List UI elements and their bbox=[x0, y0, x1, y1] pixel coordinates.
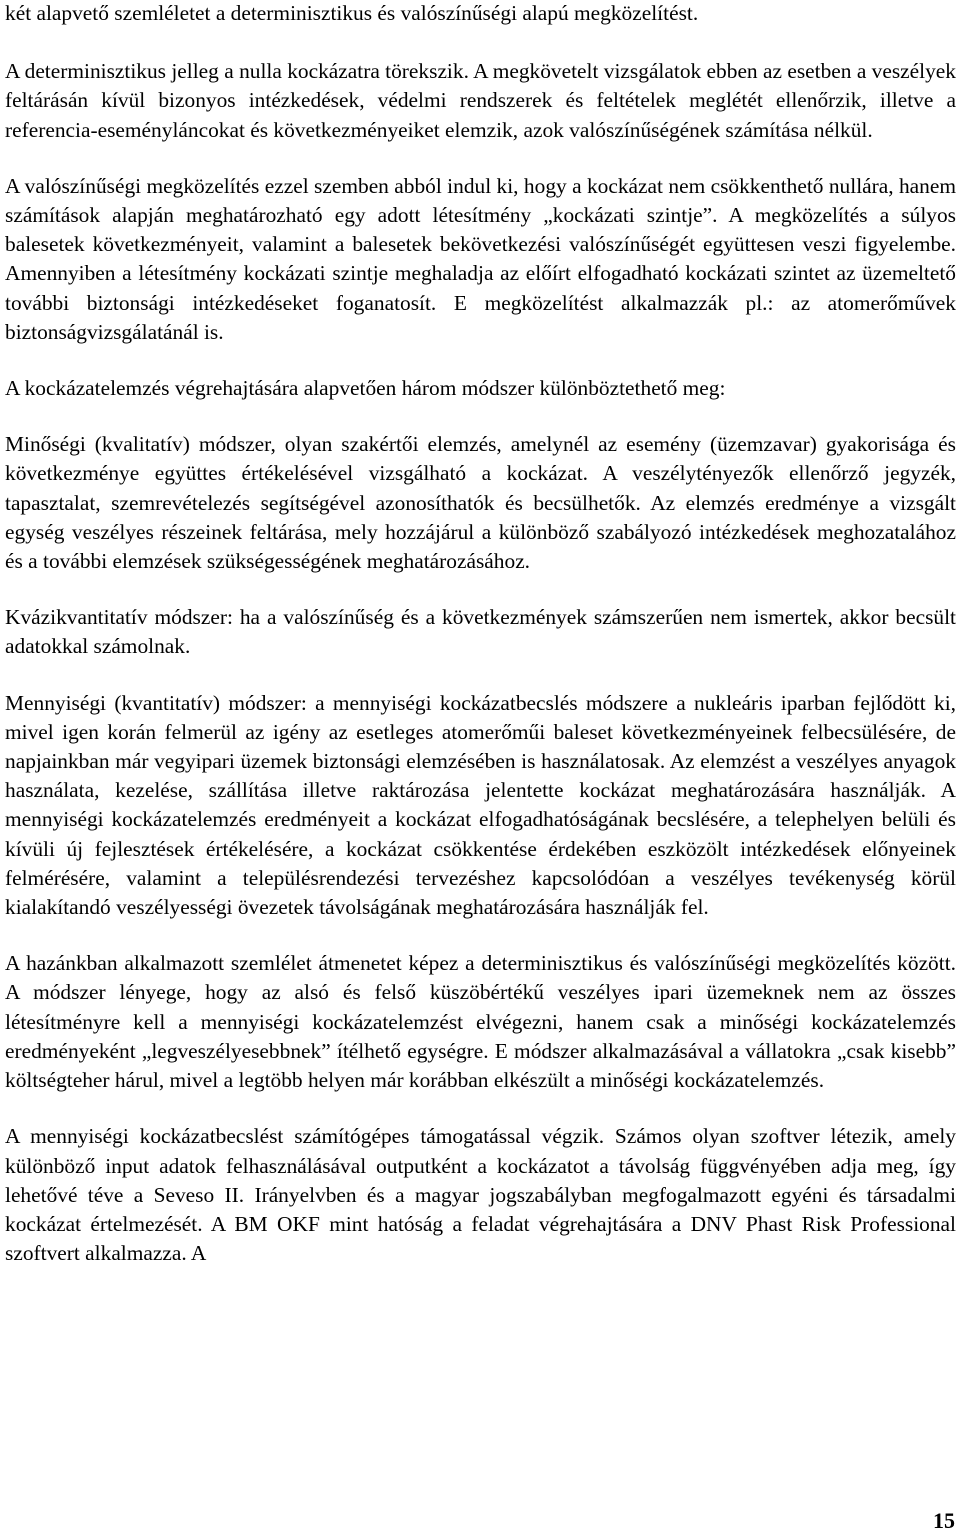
paragraph-spacer bbox=[5, 1095, 956, 1122]
paragraph-deterministic: A determinisztikus jelleg a nulla kockázatra törekszik. A megkövetelt vizsgálatok ebben az esetben a veszélyek feltárásán kívül bizonyos intézkedések, védelmi rendszerek és feltételek meglétét ellenőrzik, illetve a referencia-eseményláncokat és következményeiket elemzik, azok valószínűségének számítása nélkül. bbox=[5, 59, 956, 142]
page-number: 15 bbox=[933, 1508, 955, 1533]
paragraph-probabilistic: A valószínűségi megközelítés ezzel szemben abból indul ki, hogy a kockázat nem csökkenthető nullára, hanem számítások alapján meghatározható egy adott létesítmény „kockázati szintje”. A megközelítés a súlyos balesetek következményeit, valamint a balesetek bekövetkezési valószínűségét együttesen veszi figyelembe. Amennyiben a létesítmény kockázati szintje meghaladja az előírt elfogadható kockázati szintet az üzemeltető további biztonsági intézkedéseket foganatosít. E megközelítést alkalmazzák pl.: az atomerőművek biztonságvizsgálatánál is. bbox=[5, 173, 956, 344]
paragraph-spacer bbox=[5, 662, 956, 689]
paragraph-qualitative-method: Minőségi (kvalitatív) módszer, olyan szakértői elemzés, amelynél az esemény (üzemzavar) gyakorisága és következménye együttes értékelésével vizsgálható a kockázat. A veszélytényezők ellenőrző jegyzék, tapasztalat, szemrevételezés segítségével azonosíthatók és becsülhetők. Az elemzés eredménye a vizsgált egység veszélyes részeinek feltárása, mely hozzájárul a különböző szabályozó intézkedések meghozatalához és a további elemzések szükségességének meghatározásához. bbox=[5, 432, 956, 574]
document-page bbox=[5, 0, 956, 1268]
paragraph-spacer bbox=[5, 28, 956, 57]
paragraph-methods-intro: A kockázatelemzés végrehajtására alapvetően három módszer különböztethető meg: bbox=[5, 376, 726, 401]
paragraph-hungarian-approach: A hazánkban alkalmazott szemlélet átmenetet képez a determinisztikus és valószínűségi megközelítés között. A módszer lényege, hogy az alsó és felső küszöbértékű veszélyes ipari üzemeknek nem az összes létesítményre kell a mennyiségi kockázatelemzést elvégezni, hanem csak a minőségi kockázatelemzés eredményeként „legveszélyesebbnek” ítélhető egységre. E módszer alkalmazásával a vállatokra „csak kisebb” költségteher hárul, mivel a legtöbb helyen már korábban elkészült a minőségi kockázatelemzés. bbox=[5, 951, 956, 1093]
paragraph-spacer bbox=[5, 576, 956, 603]
paragraph-spacer bbox=[5, 347, 956, 374]
paragraph-spacer bbox=[5, 922, 956, 949]
paragraph-spacer bbox=[5, 403, 956, 430]
paragraph-quasiquantitative-method: Kvázikvantitatív módszer: ha a valószínűség és a következmények számszerűen nem ismertek, akkor becsült adatokkal számolnak. bbox=[5, 605, 956, 659]
paragraph-intro-fragment: két alapvető szemléletet a determinisztikus és valószínűségi alapú megközelítést. bbox=[5, 1, 699, 25]
paragraph-software: A mennyiségi kockázatbecslést számítógépes támogatással végzik. Számos olyan szoftver létezik, amely különböző input adatok felhasználásával outputként a kockázatot a távolság függvényében adja meg, így lehetővé téve a Seveso II. Irányelvben és a magyar jogszabályban megfogalmazott egyéni és társadalmi kockázat értelmezését. A BM OKF mint hatóság a feladat végrehajtására a DNV Phast Risk Professional szoftvert alkalmazza. A bbox=[5, 1124, 956, 1266]
paragraph-spacer bbox=[5, 145, 956, 172]
paragraph-quantitative-method: Mennyiségi (kvantitatív) módszer: a mennyiségi kockázatbecslés módszere a nukleáris iparban fejlődött ki, mivel igen korán felmerül az igény az esetleges atomerőműi baleset következményeinek felbecsülésére, de napjainkban már vegyipari üzemek biztonsági elemzésében is használatosak. Az elemzést a veszélyes anyagok használata, kezelése, szállítása illetve raktározása jelentette kockázat meghatározására használják. A mennyiségi kockázatelemzés eredményeit a kockázat elfogadhatóságának becslésére, a telephelyen belüli és kívüli új fejlesztések értékelésére, a kockázat csökkentése érdekében eszközölt intézkedések előnyeinek felmérésére, valamint a településrendezési tervezéshez kapcsolódóan a veszélyes tevékenység körül kialakítandó veszélyességi övezetek távolságának meghatározására használják fel. bbox=[5, 690, 956, 920]
